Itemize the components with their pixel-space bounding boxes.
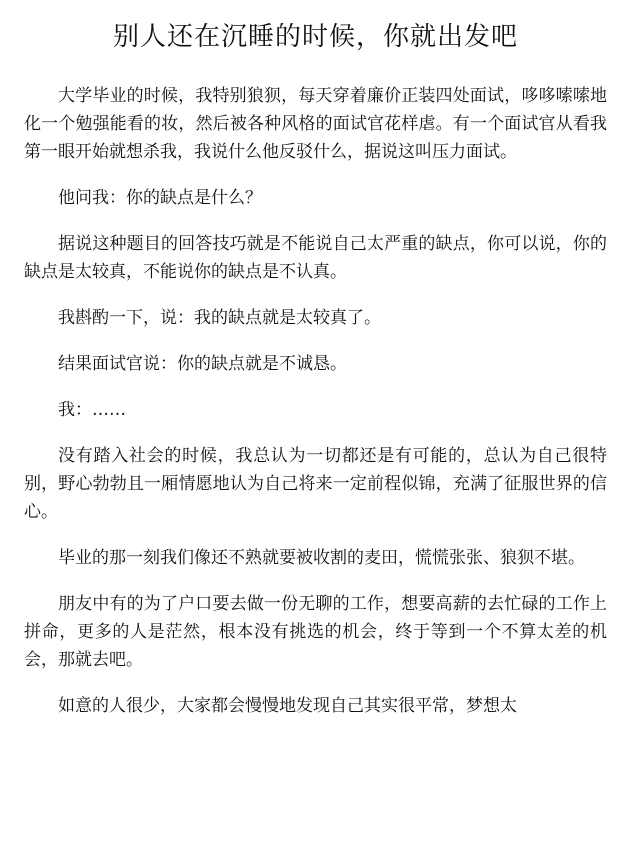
paragraph: 没有踏入社会的时候，我总认为一切都还是有可能的，总认为自己很特别，野心勃勃且一厢情愿地认为自己将来一定前程似锦，充满了征服世界的信心。 [24, 446, 607, 522]
paragraph: 我：…… [58, 400, 126, 420]
paragraph: 毕业的那一刻我们像还不熟就要被收割的麦田，慌慌张张、狼狈不堪。 [58, 548, 585, 568]
paragraph: 结果面试官说：你的缺点就是不诚恳。 [58, 354, 347, 374]
paragraph: 据说这种题目的回答技巧就是不能说自己太严重的缺点，你可以说，你的缺点是太较真，不能说你的缺点是不认真。 [24, 234, 607, 282]
paragraph: 朋友中有的为了户口要去做一份无聊的工作，想要高薪的去忙碌的工作上拼命，更多的人是茫然，根本没有挑选的机会，终于等到一个不算太差的机会，那就去吧。 [24, 594, 607, 670]
paragraph: 我斟酌一下，说：我的缺点就是太较真了。 [58, 308, 381, 328]
paragraph: 大学毕业的时候，我特别狼狈，每天穿着廉价正装四处面试，哆哆嗦嗦地化一个勉强能看的妆，然后被各种风格的面试官花样虐。有一个面试官从看我第一眼开始就想杀我，我说什么他反驳什么，据说这叫压力面试。 [24, 86, 607, 162]
paragraph: 他问我：你的缺点是什么？ [58, 188, 262, 208]
document-title: 别人还在沉睡的时候，你就出发吧 [112, 22, 518, 52]
paragraph: 如意的人很少，大家都会慢慢地发现自己其实很平常，梦想太 [58, 696, 517, 716]
